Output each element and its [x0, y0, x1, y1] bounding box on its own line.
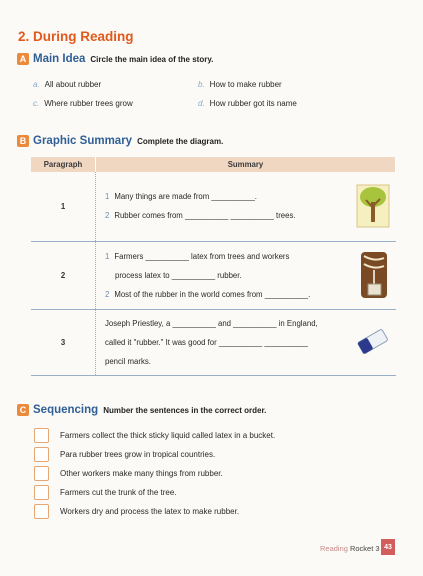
column-header-summary: Summary [96, 157, 396, 172]
summary-line[interactable] [105, 314, 396, 333]
summary-table [31, 157, 396, 376]
tree-icon [356, 184, 390, 228]
summary-cell [96, 172, 396, 241]
main-idea-instruction: Circle the main idea of the story. [90, 54, 214, 64]
summary-line[interactable] [105, 333, 396, 352]
line-text: pencil marks. [105, 356, 151, 366]
sequence-item [34, 504, 239, 519]
main-idea-option-c[interactable] [33, 99, 133, 108]
table-row [31, 172, 396, 241]
graphic-summary-title: Graphic Summary [33, 135, 133, 147]
section-c-badge: C [17, 404, 29, 416]
main-idea-header [17, 53, 213, 65]
summary-line[interactable] [105, 187, 396, 206]
sequence-text: Farmers cut the trunk of the tree. [60, 488, 177, 497]
summary-line[interactable] [105, 206, 396, 225]
section-a-badge: A [17, 53, 29, 65]
latex-bucket-icon [358, 250, 390, 300]
paragraph-number: 3 [31, 309, 96, 375]
sequence-item [34, 485, 177, 500]
option-letter: d. [198, 99, 205, 108]
line-text: Joseph Priestley, a __________ and __________ in England, [105, 318, 318, 328]
sequence-item [34, 428, 275, 443]
main-idea-option-a[interactable] [33, 80, 101, 89]
option-text: Where rubber trees grow [44, 99, 133, 108]
main-idea-option-d[interactable] [198, 99, 297, 108]
sequence-text: Para rubber trees grow in tropical countries. [60, 450, 216, 459]
order-box[interactable] [34, 466, 49, 481]
eraser-icon [356, 326, 390, 358]
table-row [31, 309, 396, 375]
summary-line[interactable] [105, 285, 396, 304]
sequence-text: Farmers collect the thick sticky liquid called latex in a bucket. [60, 431, 276, 440]
main-idea-title: Main Idea [33, 53, 86, 65]
main-idea-option-b[interactable] [198, 80, 282, 89]
order-box[interactable] [34, 485, 49, 500]
paragraph-number: 1 [31, 172, 96, 241]
summary-line[interactable] [105, 247, 396, 266]
line-number: 2 [105, 211, 110, 221]
sequencing-title: Sequencing [33, 404, 99, 416]
sequence-text: Other workers make many things from rubber. [60, 469, 223, 478]
line-number: 1 [105, 192, 110, 202]
footer-label [320, 544, 380, 553]
sequence-item [34, 466, 223, 481]
option-text: All about rubber [44, 80, 102, 89]
footer-series: Rocket 3 [349, 544, 380, 553]
sequencing-header [17, 404, 266, 416]
sequencing-instruction: Number the sentences in the correct order. [103, 405, 267, 415]
line-text: called it "rubber." It was good for __________ __________ [105, 337, 308, 347]
graphic-summary-header [17, 135, 223, 147]
paragraph-number: 2 [31, 241, 96, 309]
line-text: Farmers __________ latex from trees and workers [114, 251, 290, 261]
order-box[interactable] [34, 428, 49, 443]
order-box[interactable] [34, 504, 49, 519]
section-b-badge: B [17, 135, 29, 147]
summary-line[interactable] [105, 266, 396, 285]
sequence-text: Workers dry and process the latex to make rubber. [60, 507, 240, 516]
page-number: 43 [381, 539, 395, 555]
column-header-paragraph: Paragraph [31, 157, 96, 172]
summary-cell [96, 241, 396, 309]
option-text: How rubber got its name [209, 99, 297, 108]
sequence-item [34, 447, 215, 462]
table-row [31, 241, 396, 309]
order-box[interactable] [34, 447, 49, 462]
footer-reading: Reading [320, 544, 348, 553]
graphic-summary-instruction: Complete the diagram. [137, 136, 224, 146]
summary-line[interactable] [105, 352, 396, 371]
option-text: How to make rubber [209, 80, 282, 89]
page-title: 2. During Reading [18, 29, 134, 44]
option-letter: c. [33, 99, 40, 108]
line-number: 1 [105, 251, 110, 261]
line-text: Many things are made from __________. [114, 192, 257, 202]
summary-table-header [31, 157, 396, 172]
line-text: process latex to __________ rubber. [115, 270, 242, 280]
line-number: 2 [105, 289, 110, 299]
summary-cell [96, 309, 396, 375]
line-text: Rubber comes from __________ __________ trees. [114, 211, 296, 221]
option-letter: b. [198, 80, 205, 89]
line-text: Most of the rubber in the world comes from __________. [114, 289, 311, 299]
option-letter: a. [33, 80, 40, 89]
